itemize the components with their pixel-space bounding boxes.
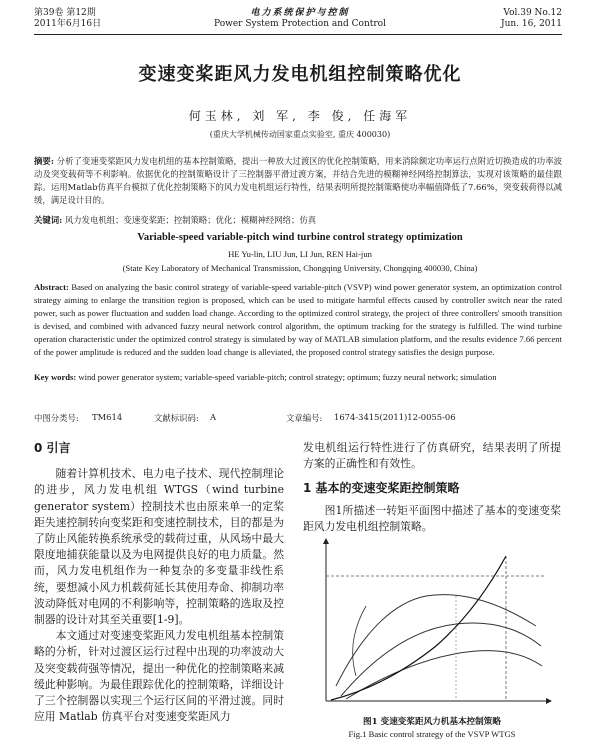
header-date-cn: 2011年6月16日 bbox=[34, 19, 102, 29]
header-volume-en: Vol.39 No.12 bbox=[503, 8, 562, 18]
section-0-paragraph-2: 本文通过对变速变桨距风力发电机组基本控制策略的分析，针对过渡区运行过程中出现的功率波动大及突变载荷强等情况，提出一种优化的控制策略来减缓此种影响。为最佳跟踪优化的控制策略，详细设计了三个控制器以实现三个运行区间的平滑过渡。同时应用 Matlab 仿真平台对变速变桨距风力 bbox=[34, 629, 284, 724]
left-column bbox=[34, 440, 284, 725]
authors-en: HE Yu-lin, LIU Jun, LI Jun, REN Hai-jun bbox=[228, 249, 372, 259]
figure-1-diagram bbox=[306, 536, 562, 714]
keywords-en bbox=[34, 371, 562, 384]
article-no-label: 文章编号: bbox=[286, 413, 323, 423]
figure-1-caption-cn: 图1 变速变桨距风力机基本控制策略 bbox=[363, 717, 501, 727]
paper-title-cn: 变速变桨距风力发电机组控制策略优化 bbox=[138, 64, 462, 85]
header-volume-date-en bbox=[501, 8, 562, 30]
figure-low-speed-curve bbox=[353, 606, 366, 676]
header-volume-cn: 第39卷 第12期 bbox=[34, 8, 96, 18]
header-rule bbox=[34, 34, 562, 35]
header-date-en: Jun. 16, 2011 bbox=[500, 19, 562, 29]
section-1-paragraph-1: 图1所描述一转矩平面图中描述了基本的变速变桨距风力发电机组控制策略。 bbox=[303, 503, 561, 533]
article-no-value: 1674-3415(2011)12-0055-06 bbox=[334, 412, 456, 422]
right-column-paragraph-1: 发电机组运行特性进行了仿真研究，结果表明了所提方案的正确性和有效性。 bbox=[303, 441, 561, 471]
keywords-cn-label: 关键词: bbox=[34, 215, 63, 225]
abstract-cn bbox=[34, 155, 562, 207]
authors-cn: 何玉林, 刘 军, 李 俊, 任海军 bbox=[188, 109, 412, 123]
section-0-paragraph-1: 随着计算机技术、电力电子技术、现代控制理论的进步，风力发电机组 WTGS（wind turbine generator system）控制技术也由原来单一的定桨距失速控制转向变桨距和变速控制技术，目的都是为了防止风能转换系统承受的载荷过重，从风场中最大限度地捕获能量以及为电网提供良好的电力质量。然而，风力发电机组作为一种复杂的多变量非线性系统，要想减小风力机载荷延长其使用寿命、抑制功率波动降低对电网的不利影响等，控制策略的选取及控制器的设计对其至关重要[1-9]。 bbox=[34, 467, 284, 627]
keywords-cn-text: 风力发电机组；变速变桨距；控制策略；优化；模糊神经网络；仿真 bbox=[64, 215, 317, 225]
clc-label: 中图分类号: bbox=[34, 413, 79, 423]
header-journal-en: Power System Protection and Control bbox=[214, 19, 386, 29]
figure-y-arrow bbox=[323, 538, 329, 544]
affiliation-en: (State Key Laboratory of Mechanical Transmission, Chongqing University, Chongqing 400030, China) bbox=[122, 263, 478, 273]
abstract-cn-label: 摘要: bbox=[34, 156, 54, 166]
figure-x-arrow bbox=[546, 698, 552, 704]
keywords-en-text: wind power generator system; variable-speed variable-pitch; control strategy; optimum; fuzzy neural network; simulation bbox=[78, 372, 497, 382]
header-journal-cn: 电力系统保护与控制 bbox=[250, 8, 350, 18]
abstract-en-text: Based on analyzing the basic control strategy of variable-speed variable-pitch (VSVP) wind power generator system, an optimization control strategy aiming to enlarge the transition region is proposed, which can be used to mitigate harmful effects caused by controller switch near the rated power, such as power fluctuation and sudden load change. According to the optimized control strategy, the project of three controllers' smooth transition is devised, and combined with advanced fuzzy neural network control algorithm, the optimum tracking for the strategy is fulfilled. The wind turbine operation characteristic under the optimized control strategy is simulated by way of MATLAB simulation platform, and the results evidence 7.66 percent of the power amplitude is reduced and the sudden load change is alleviated, the proposed control strategy satisfies the design purpose. bbox=[34, 282, 563, 357]
doc-code-value: A bbox=[210, 412, 217, 422]
right-column bbox=[303, 440, 561, 535]
section-0-heading: 0 引言 bbox=[34, 441, 71, 455]
figure-1-caption-en: Fig.1 Basic control strategy of the VSVP WTGS bbox=[348, 729, 516, 739]
abstract-cn-text: 分析了变速变桨距风力发电机组的基本控制策略，提出一种放大过渡区的优化控制策略，用来消除额定功率运行点附近切换造成的功率波动及突变载荷等不利影响。依据优化的控制策略设计了三控制器平滑过渡方案，并结合先进的模糊神经网络控制算法，实现对该策略的最佳跟踪。运用Matlab仿真平台模拟了优化控制策略下的风力发电机组运行特性，结果表明所提控制策略使功率幅值降低了7.66%，突变载荷得以减缓，满足设计目的。 bbox=[34, 156, 563, 205]
affiliation-cn: (重庆大学机械传动国家重点实验室, 重庆 400030) bbox=[209, 130, 391, 139]
abstract-en bbox=[34, 281, 562, 358]
keywords-cn bbox=[34, 214, 562, 227]
keywords-en-label: Key words: bbox=[34, 372, 77, 382]
figure-curve-3 bbox=[346, 651, 542, 699]
paper-title-en: Variable-speed variable-pitch wind turbine control strategy optimization bbox=[137, 232, 463, 243]
clc-value: TM614 bbox=[92, 412, 123, 422]
section-1-heading: 1 基本的变速变桨距控制策略 bbox=[303, 481, 460, 496]
abstract-en-label: Abstract: bbox=[34, 282, 69, 292]
doc-code-label: 文献标识码: bbox=[154, 413, 199, 423]
